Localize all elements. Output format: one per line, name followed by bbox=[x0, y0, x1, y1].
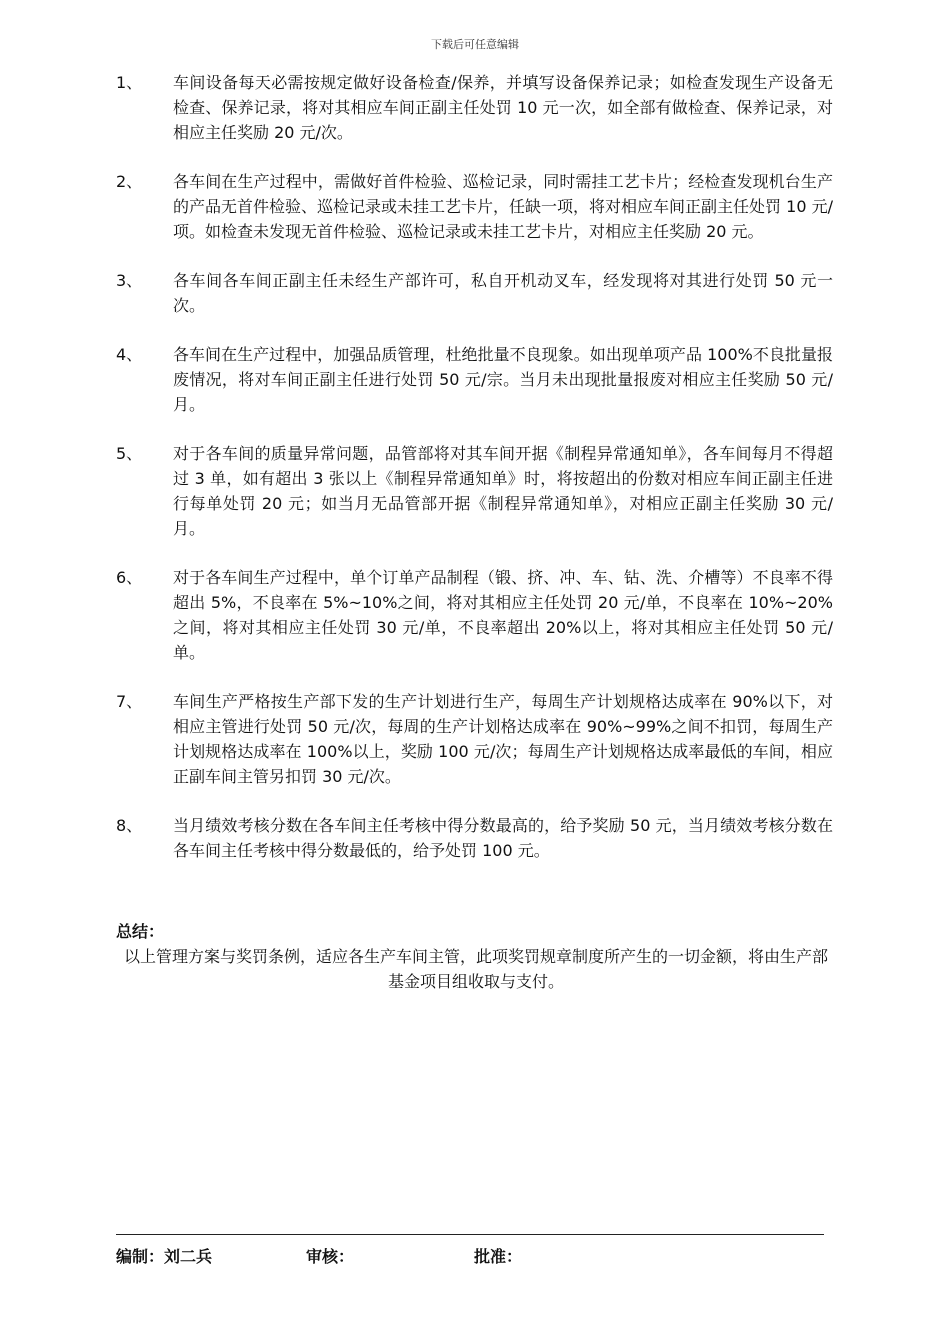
rule-text: 各车间在生产过程中，加强品质管理，杜绝批量不良现象。如出现单项产品 100%不良批量报废情况，将对车间正副主任进行处罚 50 元/宗。当月未出现批量报废对相应主任奖励 50 元/月。 bbox=[173, 345, 833, 414]
rule-number: 5、 bbox=[116, 444, 143, 463]
rule-number: 2、 bbox=[116, 172, 143, 191]
rule-text: 当月绩效考核分数在各车间主任考核中得分数最高的，给予奖励 50 元，当月绩效考核分数在各车间主任考核中得分数最低的，给予处罚 100 元。 bbox=[173, 816, 833, 860]
rule-item bbox=[0, 813, 950, 863]
rule-text: 车间生产严格按生产部下发的生产计划进行生产，每周生产计划规格达成率在 90%以下，对相应主管进行处罚 50 元/次，每周的生产计划格达成率在 90%~99%之间不扣罚，每周生产计划规格达成率在 100%以上，奖励 100 元/次；每周生产计划规格达成率最低的车间，相应正副车间主管另扣罚 30 元/次。 bbox=[173, 692, 833, 786]
rule-text: 对于各车间生产过程中，单个订单产品制程（锻、挤、冲、车、钻、洗、介槽等）不良率不得超出 5%，不良率在 5%~10%之间，将对其相应主任处罚 20 元/单，不良率在 10%~20%之间，将对其相应主任处罚 30 元/单，不良率超出 20%以上，将对其相应主任处罚 50 元/单。 bbox=[173, 568, 833, 662]
rule-text: 对于各车间的质量异常问题，品管部将对其车间开据《制程异常通知单》，各车间每月不得超过 3 单，如有超出 3 张以上《制程异常通知单》时，将按超出的份数对相应车间正副主任进行每单处罚 20 元；如当月无品管部开据《制程异常通知单》，对相应正副主任奖励 30 元/月。 bbox=[173, 444, 833, 538]
rule-number: 6、 bbox=[116, 568, 143, 587]
rule-number: 1、 bbox=[116, 73, 143, 92]
summary-title: 总结： bbox=[116, 922, 165, 941]
rule-text: 车间设备每天必需按规定做好设备检查/保养，并填写设备保养记录；如检查发现生产设备无检查、保养记录，将对其相应车间正副主任处罚 10 元一次，如全部有做检查、保养记录，对相应主任奖励 20 元/次。 bbox=[173, 73, 833, 142]
compiler-signature: 编制：刘二兵 bbox=[116, 1247, 213, 1266]
signature-row bbox=[116, 1244, 824, 1268]
reviewer-signature: 审核： bbox=[306, 1247, 355, 1266]
rule-text: 各车间各车间正副主任未经生产部许可，私自开机动叉车，经发现将对其进行处罚 50 元一次。 bbox=[173, 271, 833, 315]
approver-signature: 批准： bbox=[474, 1247, 523, 1266]
rule-item bbox=[0, 169, 950, 244]
rule-item bbox=[0, 565, 950, 665]
rule-item bbox=[0, 342, 950, 417]
rule-number: 3、 bbox=[116, 271, 143, 290]
signature-divider bbox=[116, 1234, 824, 1235]
rule-item bbox=[0, 441, 950, 541]
rule-item bbox=[0, 70, 950, 145]
rule-item bbox=[0, 689, 950, 789]
summary-text: 以上管理方案与奖罚条例，适应各生产车间主管，此项奖罚规章制度所产生的一切金额，将由生产部基金项目组收取与支付。 bbox=[123, 947, 828, 991]
rules-list bbox=[0, 70, 950, 887]
rule-number: 4、 bbox=[116, 345, 143, 364]
header-note: 下载后可任意编辑 bbox=[431, 38, 519, 51]
rule-item bbox=[0, 268, 950, 318]
rule-text: 各车间在生产过程中，需做好首件检验、巡检记录，同时需挂工艺卡片；经检查发现机台生产的产品无首件检验、巡检记录或未挂工艺卡片，任缺一项，将对相应车间正副主任处罚 10 元/项。如检查未发现无首件检验、巡检记录或未挂工艺卡片，对相应主任奖励 20 元。 bbox=[173, 172, 833, 241]
rule-number: 8、 bbox=[116, 816, 143, 835]
rule-number: 7、 bbox=[116, 692, 143, 711]
